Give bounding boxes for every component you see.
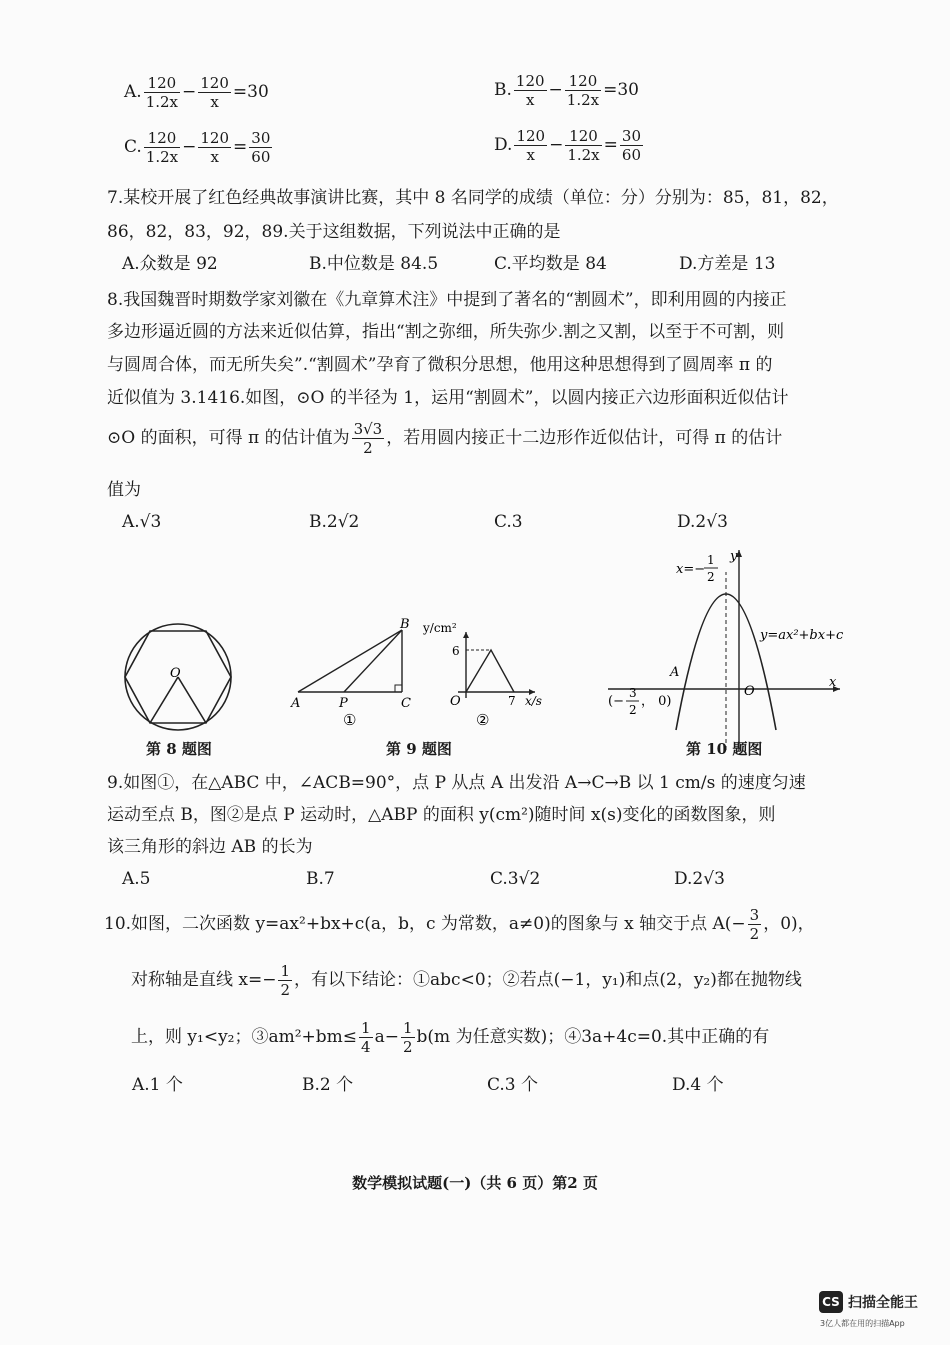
fig10-pt-close: ， 0) — [641, 694, 672, 709]
q8-line-6: 值为 — [107, 480, 141, 500]
q10-line-1: 10.如图，二次函数 y=ax²+bx+c(a，b，c 为常数，a≠0)的图象与 x 轴交于点 A(− $\frac{3}{2}$ ，0)， — [104, 906, 815, 943]
fig9-tick-6: 6 — [452, 644, 460, 658]
fig9-label-c: C — [401, 696, 411, 711]
fig8-label-o: O — [170, 666, 181, 681]
q8-line-5: ⊙O 的面积，可得 π 的估计值为 $\frac{3√3}{2}$ ，若用圆内接正十二边形作近似估计，可得 π 的估计 — [107, 420, 783, 457]
q8-line-1: 8.我国魏晋时期数学家刘徽在《九章算术注》中提到了著名的“割圆术”，即利用圆的内接正 — [107, 290, 787, 310]
camscanner-name: 扫描全能王 — [848, 1295, 918, 1311]
fig10-axis-den: 2 — [707, 570, 715, 584]
fig8-diagram — [125, 624, 231, 730]
q8-option-c: C.3 — [494, 512, 523, 532]
fig10-axis-num: 1 — [707, 553, 715, 567]
fig9-tick-7: 7 — [508, 694, 516, 708]
fig9-triangle — [290, 617, 411, 729]
figures-area — [0, 540, 950, 760]
q7-option-c: C.平均数是 84 — [494, 254, 607, 274]
q10-option-c: C.3 个 — [487, 1075, 539, 1095]
fig10-graph — [608, 549, 844, 750]
q6-option-b: B. $\frac{120}{x}$ − $\frac{120}{1.2x}$ =30 — [494, 72, 640, 109]
fig9-y-axis-label: y/cm² — [423, 621, 457, 635]
fig9-origin: O — [450, 694, 461, 709]
fig10-curve-label: y=ax²+bx+c — [760, 628, 844, 643]
q9-line-3: 该三角形的斜边 AB 的长为 — [107, 837, 313, 857]
q6-option-d: D. $\frac{120}{x}$ − $\frac{120}{1.2x}$ = $\frac{30}{60}$ — [494, 127, 641, 164]
q8-option-a: A.√3 — [122, 512, 162, 532]
camscanner-slogan: 3亿人都在用的扫描App — [820, 1319, 905, 1328]
q10-option-d: D.4 个 — [672, 1075, 724, 1095]
fig10-y-label: y — [730, 549, 738, 564]
fig9-label-p: P — [339, 696, 348, 711]
fig10-pt-den: 2 — [629, 703, 637, 717]
q10-option-b: B.2 个 — [302, 1075, 354, 1095]
fig8-caption: 第 8 题图 — [146, 740, 212, 758]
q10-line-3: 上，则 y₁<y₂；③am²+bm≤ $\frac{1}{4}$ a− $\frac{1}{2}$ b(m 为任意实数)；④3a+4c=0.其中正确的有 — [131, 1019, 770, 1056]
fig9-caption: 第 9 题图 — [386, 740, 452, 758]
fig9-x-axis-label: x/s — [525, 694, 542, 708]
fig9-label-circled-2: ② — [476, 711, 490, 729]
q9-line-2: 运动至点 B，图②是点 P 运动时，△ABP 的面积 y(cm²)随时间 x(s)变化的函数图象，则 — [107, 805, 776, 825]
q6-option-a: A. $\frac{120}{1.2x}$ − $\frac{120}{x}$ =30 — [124, 74, 269, 111]
fig10-pt-open: (− — [608, 694, 624, 709]
q7-option-b: B.中位数是 84.5 — [309, 254, 439, 274]
q6-option-c: C. $\frac{120}{1.2x}$ − $\frac{120}{x}$ = $\frac{30}{60}$ — [124, 129, 271, 166]
q8-option-b: B.2√2 — [309, 512, 360, 532]
fig10-axis-eq: x=− — [676, 562, 706, 577]
q10-line-2: 对称轴是直线 x=− $\frac{1}{2}$ ，有以下结论：①abc<0；②若点(−1，y₁)和点(2，y₂)都在抛物线 — [131, 962, 802, 999]
q8-line-4: 近似值为 3.1416.如图，⊙O 的半径为 1，运用“割圆术”，以圆内接正六边形面积近似估计 — [107, 388, 789, 408]
fig10-pt-num: 3 — [629, 686, 637, 700]
q7-line-1: 7.某校开展了红色经典故事演讲比赛，其中 8 名同学的成绩（单位：分）分别为：85，81，82， — [107, 188, 839, 208]
q10-option-a: A.1 个 — [132, 1075, 183, 1095]
q7-option-d: D.方差是 13 — [679, 254, 776, 274]
fig9-graph — [422, 621, 542, 729]
camscanner-logo-icon: CS — [819, 1291, 843, 1313]
fig9-label-b: B — [400, 617, 410, 632]
q9-option-b: B.7 — [306, 869, 335, 889]
q9-option-a: A.5 — [122, 869, 151, 889]
q9-option-c: C.3√2 — [490, 869, 541, 889]
page-footer: 数学模拟试题(一)（共 6 页）第2 页 — [352, 1174, 598, 1192]
q7-option-a: A.众数是 92 — [122, 254, 218, 274]
fig9-label-circled-1: ① — [343, 711, 357, 729]
q7-line-2: 86，82，83，92，89.关于这组数据，下列说法中正确的是 — [107, 222, 561, 242]
fig10-point-a: A — [670, 665, 680, 680]
q8-line-2: 多边形逼近圆的方法来近似估算，指出“割之弥细，所失弥少.割之又割，以至于不可割，则 — [107, 322, 785, 342]
fig9-label-a: A — [291, 696, 301, 711]
fig10-origin: O — [744, 684, 755, 699]
q9-option-d: D.2√3 — [674, 869, 725, 889]
q9-line-1: 9.如图①，在△ABC 中，∠ACB=90°，点 P 从点 A 出发沿 A→C→B 以 1 cm/s 的速度匀速 — [107, 773, 806, 793]
q8-option-d: D.2√3 — [677, 512, 728, 532]
fig10-x-label: x — [829, 675, 837, 690]
q8-line-3: 与圆周合体，而无所失矣”.“割圆术”孕育了微积分思想，他用这种思想得到了圆周率 π 的 — [107, 355, 773, 375]
fig10-caption: 第 10 题图 — [686, 740, 763, 758]
